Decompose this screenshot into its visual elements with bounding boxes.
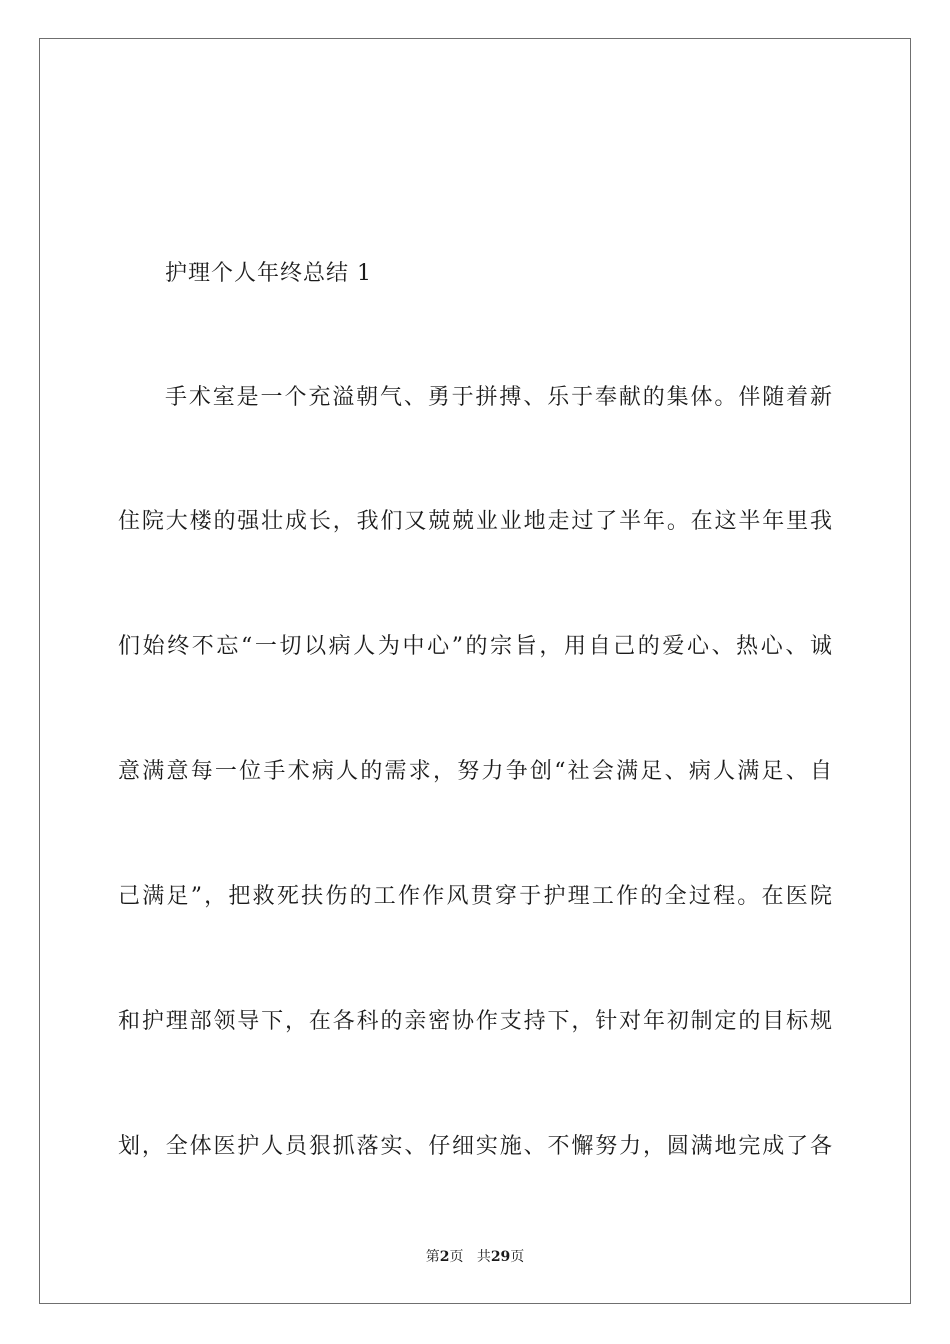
paragraph-line-5: 己满足”，把救死扶伤的工作作风贯穿于护理工作的全过程。在医院: [118, 884, 832, 909]
footer-page-suffix: 页: [449, 1249, 464, 1265]
page-border: [39, 38, 911, 1304]
paragraph-line-7: 划，全体医护人员狠抓落实、仔细实施、不懈努力，圆满地完成了各: [118, 1134, 832, 1159]
paragraph-line-3: 们始终不忘“一切以病人为中心”的宗旨，用自己的爱心、热心、诚: [118, 634, 832, 659]
footer-total-prefix: 共: [476, 1249, 491, 1265]
paragraph-line-4: 意满意每一位手术病人的需求，努力争创“社会满足、病人满足、自: [118, 759, 832, 784]
footer-total-pages: 29: [490, 1249, 511, 1265]
document-title: 护理个人年终总结 1: [165, 261, 372, 286]
paragraph-line-1: 手术室是一个充溢朝气、勇于拼搏、乐于奉献的集体。伴随着新: [165, 385, 832, 410]
footer-page-number: 2: [439, 1249, 450, 1265]
footer-page-prefix: 第: [425, 1249, 440, 1265]
footer-total-suffix: 页: [510, 1249, 525, 1265]
page-footer: [0, 1247, 950, 1267]
paragraph-line-2: 住院大楼的强壮成长，我们又兢兢业业地走过了半年。在这半年里我: [118, 509, 832, 534]
paragraph-line-6: 和护理部领导下，在各科的亲密协作支持下，针对年初制定的目标规: [118, 1009, 832, 1034]
